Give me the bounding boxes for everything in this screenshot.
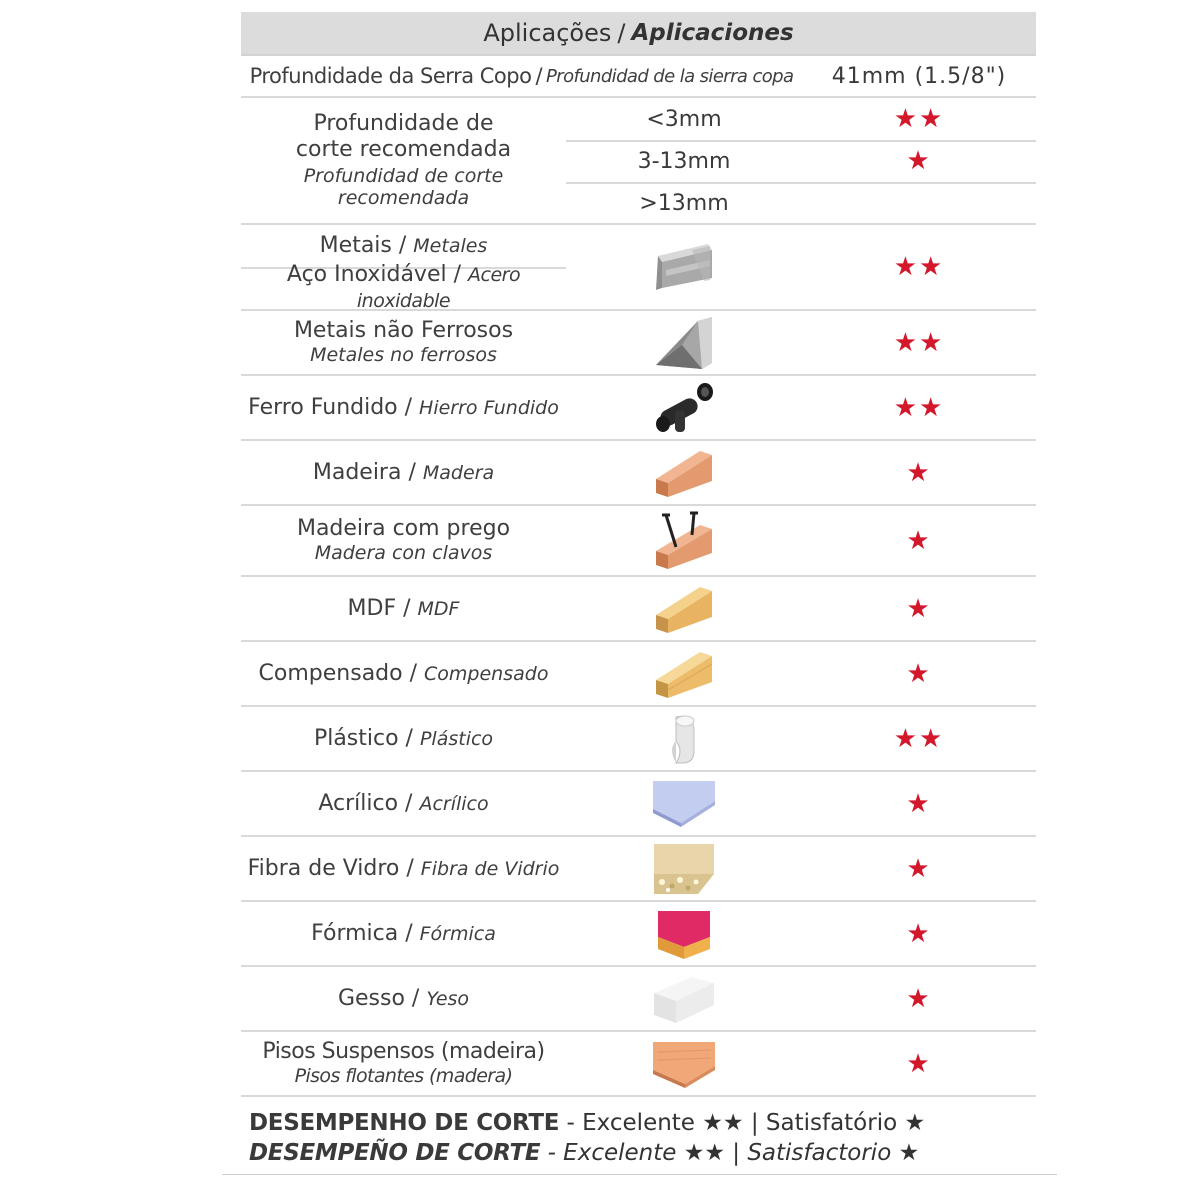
depth-level-rating: [802, 182, 1036, 224]
saw-depth-label: [241, 56, 802, 96]
applications-table: [241, 12, 1036, 1097]
material-label: Ferro Fundido / Hierro Fundido: [248, 394, 559, 420]
material-row-nonferrous: [241, 311, 1036, 376]
saw-depth-label-es: Profundidad de la sierra copa: [546, 65, 794, 87]
material-name-pt: Fibra de Vidro: [247, 855, 400, 881]
material-name-es: Fibra de Vidrio: [420, 857, 560, 880]
material-rating: ★: [906, 1048, 932, 1079]
acrylic-sheet-icon: [566, 772, 802, 835]
material-rating: ★: [906, 918, 932, 949]
depth-level-rating: ★: [906, 146, 932, 176]
material-label: Fibra de Vidro / Fibra de Vidrio: [247, 855, 560, 881]
bottom-divider: [222, 1174, 1057, 1175]
material-name-pt: Metais não Ferrosos: [293, 318, 514, 344]
material-name-pt: Compensado: [258, 660, 403, 686]
performance-legend: [249, 1108, 1049, 1168]
material-name-es: Metales: [413, 235, 488, 258]
legend-text-es: - Excelente ★★ | Satisfactorio ★: [540, 1140, 920, 1166]
material-rating: ★★: [893, 327, 945, 358]
material-label: [241, 506, 566, 575]
material-name-es: Madera con clavos: [314, 542, 493, 565]
fiberglass-icon: [566, 837, 802, 900]
saw-depth-label-pt: Profundidade da Serra Copo: [249, 64, 532, 88]
material-label: Compensado / Compensado: [258, 660, 549, 686]
material-name-pt: Gesso: [337, 985, 405, 1011]
material-name-pt: Ferro Fundido: [248, 394, 398, 420]
cast-iron-pipe-icon: [566, 376, 802, 439]
legend-title-pt: DESEMPENHO DE CORTE: [249, 1110, 560, 1136]
material-name-pt: Madeira: [312, 459, 402, 485]
plastic-pipe-icon: [566, 707, 802, 770]
table-header: [241, 12, 1036, 56]
wood-block-icon: [566, 441, 802, 504]
material-rating: ★★: [893, 252, 945, 282]
depth-level-row: [566, 140, 1036, 184]
material-label: Metais / Metales: [241, 225, 566, 269]
floating-floor-icon: [566, 1032, 802, 1095]
material-label: [241, 1032, 566, 1095]
material-row-metals: [241, 225, 1036, 311]
header-title-pt: Aplicações: [483, 19, 612, 47]
depth-level-value: <3mm: [646, 106, 722, 132]
material-name-pt: Pisos Suspensos (madeira): [262, 1039, 545, 1065]
header-separator: /: [617, 19, 626, 47]
material-rating: ★: [906, 788, 932, 819]
plaster-block-icon: [566, 967, 802, 1030]
depth-level-row: [566, 182, 1036, 224]
material-row-wood-with-nails: [241, 506, 1036, 577]
material-name-es: Acrílico: [419, 792, 489, 815]
material-rating: ★: [906, 853, 932, 884]
material-name-es: Pisos flotantes (madera): [294, 1065, 513, 1088]
material-row-fiberglass: [241, 837, 1036, 902]
material-row-cast-iron: [241, 376, 1036, 441]
material-label: Plástico / Plástico: [313, 725, 494, 751]
material-rating: ★: [906, 593, 932, 624]
material-name-pt: Fórmica: [311, 920, 399, 946]
legend-line-pt: [249, 1108, 1049, 1138]
saw-depth-separator: /: [535, 64, 543, 88]
material-name-pt: Madeira com prego: [296, 516, 511, 542]
material-row-wood: [241, 441, 1036, 506]
material-name-es: Acero inoxidable: [356, 264, 521, 312]
plywood-icon: [566, 642, 802, 705]
material-name-pt: Metais: [319, 233, 392, 259]
material-name-es: Fórmica: [419, 922, 496, 945]
material-row-floating-floor: [241, 1032, 1036, 1097]
material-row-acrylic: [241, 772, 1036, 837]
legend-text-pt: - Excelente ★★ | Satisfatório ★: [559, 1110, 926, 1136]
material-name-es: Compensado: [424, 662, 549, 685]
legend-line-es: [249, 1138, 1049, 1168]
saw-depth-value: 41mm (1.5/8"): [831, 63, 1007, 89]
depth-level-value: 3-13mm: [637, 148, 731, 174]
material-label: Fórmica / Fórmica: [311, 920, 496, 946]
legend-title-es: DESEMPEÑO DE CORTE: [249, 1140, 541, 1166]
recommended-depth-row: [241, 98, 1036, 225]
material-name-es: Plástico: [419, 727, 494, 750]
material-rating: ★★: [893, 723, 945, 754]
material-row-formica: [241, 902, 1036, 967]
recommended-depth-label-pt: Profundidade de corte recomendada: [295, 111, 512, 163]
material-name-pt: Aço Inoxidável: [286, 262, 447, 288]
material-name-es: Madera: [422, 461, 495, 484]
material-row-mdf: [241, 577, 1036, 642]
material-row-plywood: [241, 642, 1036, 707]
material-name-es: Yeso: [426, 987, 470, 1010]
material-name-pt: MDF: [347, 595, 397, 621]
material-name-es: Hierro Fundido: [419, 396, 559, 419]
material-rating: ★: [906, 658, 932, 689]
material-label: Acrílico / Acrílico: [318, 790, 489, 816]
material-rating: ★★: [893, 392, 945, 423]
material-label-secondary: Aço Inoxidável / Acero inoxidable: [286, 262, 521, 312]
steel-beam-icon: [566, 225, 802, 309]
header-title-es: Aplicaciones: [631, 20, 794, 46]
aluminum-profile-icon: [566, 311, 802, 374]
material-label: Madeira / Madera: [312, 459, 495, 485]
material-name-pt: Plástico: [313, 725, 399, 751]
material-row-plastic: [241, 707, 1036, 772]
material-name-es: MDF: [417, 597, 460, 620]
material-rating: ★: [906, 525, 932, 556]
material-label: Gesso / Yeso: [337, 985, 470, 1011]
material-rating: ★: [906, 457, 932, 488]
wood-with-nails-icon: [566, 506, 802, 575]
depth-level-row: [566, 98, 1036, 142]
material-row-plaster: [241, 967, 1036, 1032]
material-name-es: Metales no ferrosos: [310, 344, 497, 367]
saw-depth-row: [241, 56, 1036, 98]
depth-level-value: >13mm: [639, 190, 729, 216]
recommended-depth-label-es: Profundidad de corte recomendada: [303, 165, 504, 210]
formica-icon: [566, 902, 802, 965]
depth-level-rating: ★★: [893, 104, 945, 134]
material-label: MDF / MDF: [347, 595, 460, 621]
recommended-depth-label: [241, 98, 566, 223]
material-rating: ★: [906, 983, 932, 1014]
material-label: [241, 311, 566, 374]
mdf-board-icon: [566, 577, 802, 640]
material-name-pt: Acrílico: [318, 790, 399, 816]
